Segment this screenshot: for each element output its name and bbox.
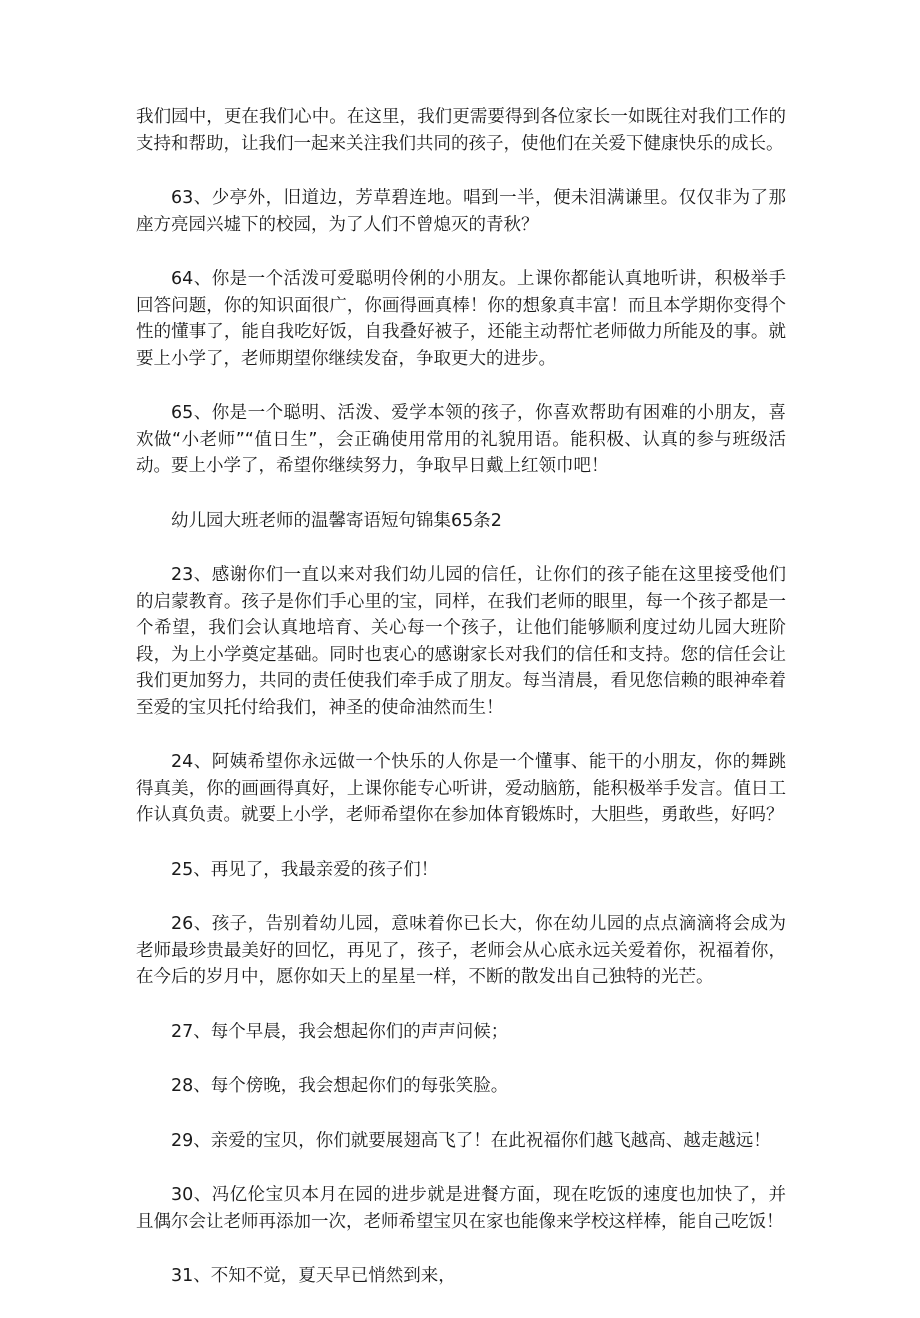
paragraph-64: 64、你是一个活泼可爱聪明伶俐的小朋友。上课你都能认真地听讲，积极举手回答问题，你的知识面很广，你画得画真棒！你的想象真丰富！而且本学期你变得个性的懂事了，能自我吃好饭，自我叠好被子，还能主动帮忙老师做力所能及的事。就要上小学了，老师期望你继续发奋，争取更大的进步。 [136,269,786,369]
paragraph-63: 63、少亭外，旧道边，芳草碧连地。唱到一半，便未泪满谦里。仅仅非为了那座方亮园兴墟下的校园，为了人们不曾熄灭的青秋？ [136,188,786,235]
paragraph-continuation: 我们园中，更在我们心中。在这里，我们更需要得到各位家长一如既往对我们工作的支持和帮助，让我们一起来关注我们共同的孩子，使他们在关爱下健康快乐的成长。 [136,107,786,154]
paragraph-29: 29、亲爱的宝贝，你们就要展翅高飞了！在此祝福你们越飞越高、越走越远！ [171,1130,771,1151]
paragraph-30: 30、冯亿伦宝贝本月在园的进步就是进餐方面，现在吃饭的速度也加快了，并且偶尔会让老师再添加一次，老师希望宝贝在家也能像来学校这样棒，能自己吃饭！ [136,1185,786,1232]
paragraph-26: 26、孩子，告别着幼儿园，意味着你已长大，你在幼儿园的点点滴滴将会成为老师最珍贵最美好的回忆，再见了，孩子，老师会从心底永远关爱着你，祝福着你，在今后的岁月中，愿你如天上的星星一样，不断的散发出自己独特的光芒。 [136,914,786,987]
paragraph-65: 65、你是一个聪明、活泼、爱学本领的孩子，你喜欢帮助有困难的小朋友，喜欢做“小老师”“值日生”，会正确使用常用的礼貌用语。能积极、认真的参与班级活动。要上小学了，希望你继续努力，争取早日戴上红领巾吧！ [136,403,786,476]
paragraph-23: 23、感谢你们一直以来对我们幼儿园的信任，让你们的孩子能在这里接受他们的启蒙教育。孩子是你们手心里的宝，同样，在我们老师的眼里，每一个孩子都是一个希望，我们会认真地培育、关心每一个孩子，让他们能够顺利度过幼儿园大班阶段，为上小学奠定基础。同时也衷心的感谢家长对我们的信任和支持。您的信任会让我们更加努力，共同的责任使我们牵手成了朋友。每当清晨，看见您信赖的眼神牵着至爱的宝贝托付给我们，神圣的使命油然而生！ [136,565,786,718]
paragraph-25: 25、再见了，我最亲爱的孩子们！ [171,859,439,880]
paragraph-28: 28、每个傍晚，我会想起你们的每张笑脸。 [171,1076,509,1096]
paragraph-24: 24、阿姨希望你永远做一个快乐的人你是一个懂事、能干的小朋友，你的舞跳得真美，你的画画得真好，上课你能专心听讲，爱动脑筋，能积极举手发言。值日工作认真负责。就要上小学，老师希望你在参加体育锻炼时，大胆些，勇敢些，好吗？ [136,752,786,825]
section-heading: 幼儿园大班老师的温馨寄语短句锦集65条2 [171,510,502,531]
paragraph-27: 27、每个早晨，我会想起你们的声声问候； [171,1021,509,1042]
document-body [136,104,786,1318]
paragraph-31: 31、不知不觉，夏天早已悄然到来， [171,1266,456,1286]
